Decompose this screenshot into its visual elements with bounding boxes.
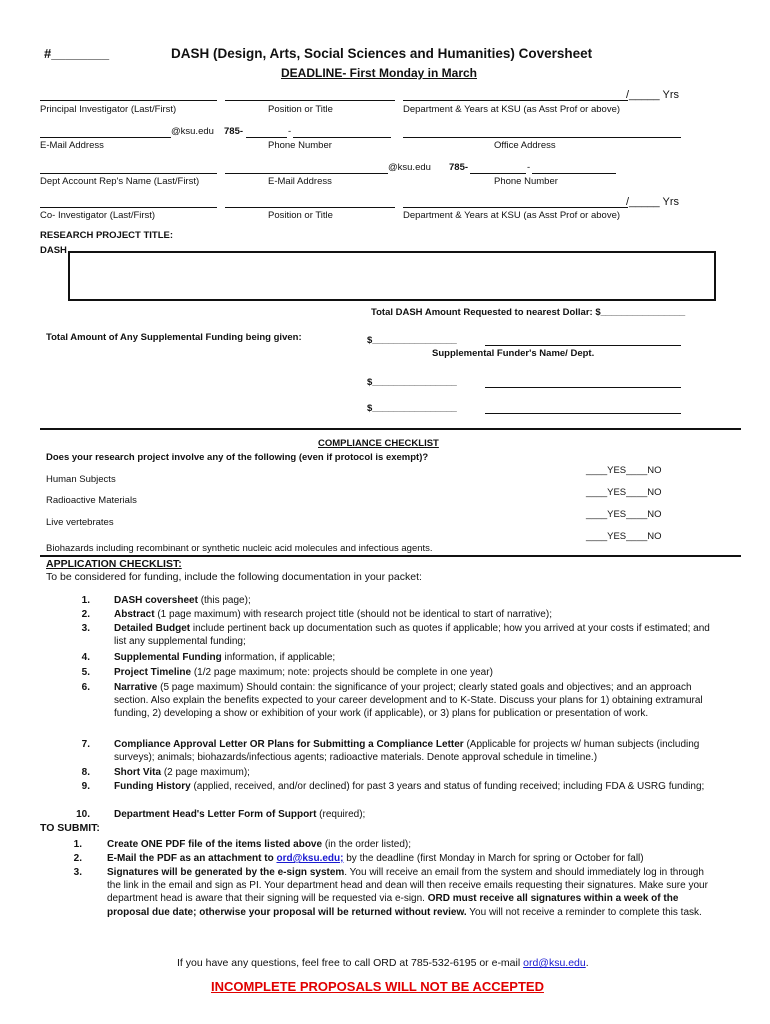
project-title-prefix: DASH bbox=[40, 245, 67, 256]
yes-no-live-vertebrates[interactable]: ____YES____NO bbox=[586, 509, 662, 520]
app-item-5-number: 5. bbox=[81, 667, 90, 678]
footer-email-link[interactable]: ord@ksu.edu bbox=[523, 957, 586, 969]
pi-phone-label: Phone Number bbox=[268, 140, 332, 151]
coi-position-label: Position or Title bbox=[268, 210, 333, 221]
rep-email-label: E-Mail Address bbox=[268, 176, 332, 187]
page-title: DASH (Design, Arts, Social Sciences and Humanities) Coversheet bbox=[171, 46, 593, 61]
app-item-1: DASH coversheet (this page); bbox=[114, 595, 251, 606]
pi-phone-dash: - bbox=[288, 126, 292, 137]
pi-position-line[interactable] bbox=[225, 100, 395, 101]
rep-phone-prefix: 785- bbox=[449, 162, 469, 173]
app-item-8-number: 8. bbox=[81, 767, 90, 778]
rep-name-label: Dept Account Rep's Name (Last/First) bbox=[40, 176, 200, 187]
submit-item-2-number: 2. bbox=[73, 853, 82, 864]
submit-item-3: Signatures will be generated by the e-sign system. You will receive an email from the system and should immediately log in through the link in the email and sign as PI. Your department head and dean will then receive emails requesting their signatures. Make sure your department head is aware that their signing will be requested via e-sign. ORD must receive all signatures within a week of the proposal due date; otherwise your proposal will be returned without review. You will not receive a reminder to complete this task. bbox=[107, 867, 708, 918]
questions-text: If you have any questions, feel free to call ORD at 785-532-6195 or e-mail ord@ksu.edu. bbox=[177, 957, 589, 969]
app-item-1-number: 1. bbox=[81, 595, 90, 606]
pi-email-line[interactable] bbox=[40, 137, 171, 138]
app-item-5: Project Timeline (1/2 page maximum; note: projects should be complete in one year) bbox=[114, 667, 493, 678]
pi-position-label: Position or Title bbox=[268, 104, 333, 115]
rep-email-suffix: @ksu.edu bbox=[388, 162, 431, 173]
coi-dept-line[interactable] bbox=[403, 207, 628, 208]
compliance-item-radioactive: Radioactive Materials bbox=[46, 495, 137, 506]
application-intro: To be considered for funding, include the following documentation in your packet: bbox=[46, 571, 422, 583]
section-divider-application bbox=[40, 555, 741, 557]
pi-years-field[interactable]: /_____ Yrs bbox=[626, 89, 680, 101]
app-item-7: Compliance Approval Letter OR Plans for Submitting a Compliance Letter (Applicable for projects w/ human subjects (including surveys); animals; biohazards/infectious agents; radioactive materials. Denote approval schedule in timeline.) bbox=[114, 739, 700, 764]
rep-phone-number-line[interactable] bbox=[532, 173, 616, 174]
yes-no-human-subjects[interactable]: ____YES____NO bbox=[586, 465, 662, 476]
supplemental-funder-line-2[interactable] bbox=[485, 387, 681, 388]
submit-heading: TO SUBMIT: bbox=[40, 822, 100, 834]
pi-email-suffix: @ksu.edu bbox=[171, 126, 214, 137]
yes-no-biohazards[interactable]: ____YES____NO bbox=[586, 531, 662, 542]
coi-years-field[interactable]: /_____ Yrs bbox=[626, 196, 680, 208]
application-heading: APPLICATION CHECKLIST: bbox=[46, 558, 182, 570]
yes-no-radioactive[interactable]: ____YES____NO bbox=[586, 487, 662, 498]
pi-office-line[interactable] bbox=[403, 137, 681, 138]
app-item-4-number: 4. bbox=[81, 652, 90, 663]
submit-item-1-number: 1. bbox=[73, 839, 82, 850]
pi-phone-exchange-line[interactable] bbox=[246, 137, 287, 138]
pi-dept-label: Department & Years at KSU (as Asst Prof or above) bbox=[403, 104, 621, 115]
compliance-question: Does your research project involve any of the following (even if protocol is exempt)? bbox=[46, 452, 429, 463]
funder-label: Supplemental Funder's Name/ Dept. bbox=[432, 348, 595, 359]
compliance-item-biohazards: Biohazards including recombinant or synthetic nucleic acid molecules and infectious agents. bbox=[46, 543, 433, 554]
rep-phone-label: Phone Number bbox=[494, 176, 558, 187]
supplemental-amount-1[interactable]: $________________ bbox=[367, 335, 457, 346]
compliance-heading: COMPLIANCE CHECKLIST bbox=[318, 438, 439, 449]
app-item-6-number: 6. bbox=[81, 682, 90, 693]
coi-position-line[interactable] bbox=[225, 207, 395, 208]
deadline-text: DEADLINE- First Monday in March bbox=[281, 66, 478, 80]
coi-name-line[interactable] bbox=[40, 207, 217, 208]
pi-office-label: Office Address bbox=[494, 140, 556, 151]
submit-item-3-number: 3. bbox=[73, 867, 82, 878]
app-item-3: Detailed Budget include pertinent back up documentation such as quotes if applicable; how you arrived at your costs if estimated; and list any supplemental funding; bbox=[114, 623, 710, 648]
app-item-10: Department Head's Letter Form of Support (required); bbox=[114, 809, 366, 820]
incomplete-warning: INCOMPLETE PROPOSALS WILL NOT BE ACCEPTED bbox=[211, 979, 544, 994]
compliance-item-live-vertebrates: Live vertebrates bbox=[46, 517, 114, 528]
pi-phone-prefix: 785- bbox=[224, 126, 244, 137]
app-item-9-number: 9. bbox=[81, 781, 90, 792]
ord-email-link[interactable]: ord@ksu.edu; bbox=[276, 853, 344, 864]
app-item-4: Supplemental Funding information, if applicable; bbox=[114, 652, 336, 663]
supplemental-amount-2[interactable]: $________________ bbox=[367, 377, 457, 388]
coi-dept-label: Department & Years at KSU (as Asst Prof or above) bbox=[403, 210, 621, 221]
app-item-2-number: 2. bbox=[81, 609, 90, 620]
submit-item-2: E-Mail the PDF as an attachment to ord@ksu.edu; by the deadline (first Monday in March for spring or October for fall) bbox=[107, 853, 644, 864]
supplemental-label: Total Amount of Any Supplemental Funding being given: bbox=[46, 332, 302, 343]
pi-email-label: E-Mail Address bbox=[40, 140, 104, 151]
app-item-8: Short Vita (2 page maximum); bbox=[114, 767, 250, 778]
project-title-label: RESEARCH PROJECT TITLE: bbox=[40, 230, 174, 241]
rep-phone-exchange-line[interactable] bbox=[470, 173, 526, 174]
app-item-2: Abstract (1 page maximum) with research project title (should not be identical to start of narrative); bbox=[114, 609, 552, 620]
form-number-field[interactable]: #________ bbox=[44, 46, 110, 61]
app-item-6: Narrative (5 page maximum) Should contain: the significance of your project; clearly stated goals and objectives; and an approach section. Also explain the benefits expected to your career development and to K-State. Discuss your plans for 1) obtaining extramural funding, 2) developing a show or exhibition of your work (if applicable), or 3) plans for publication or presentation of work. bbox=[114, 682, 703, 720]
app-item-10-number: 10. bbox=[76, 809, 90, 820]
supplemental-funder-line-3[interactable] bbox=[485, 413, 681, 414]
total-requested-field[interactable]: Total DASH Amount Requested to nearest Dollar: $________________ bbox=[371, 307, 686, 318]
rep-phone-dash: - bbox=[527, 162, 531, 173]
pi-name-line[interactable] bbox=[40, 100, 217, 101]
app-item-7-number: 7. bbox=[81, 739, 90, 750]
section-divider-compliance bbox=[40, 428, 741, 430]
pi-phone-number-line[interactable] bbox=[293, 137, 391, 138]
coi-name-label: Co- Investigator (Last/First) bbox=[40, 210, 156, 221]
pi-dept-line[interactable] bbox=[403, 100, 628, 101]
app-item-9: Funding History (applied, received, and/or declined) for past 3 years and status of funding received; including FDA & USRG funding; bbox=[114, 781, 705, 792]
submit-item-1: Create ONE PDF file of the items listed above (in the order listed); bbox=[107, 839, 411, 850]
app-item-3-number: 3. bbox=[81, 623, 90, 634]
pi-name-label: Principal Investigator (Last/First) bbox=[40, 104, 177, 115]
rep-name-line[interactable] bbox=[40, 173, 217, 174]
project-title-box[interactable] bbox=[68, 251, 716, 301]
rep-email-line[interactable] bbox=[225, 173, 388, 174]
supplemental-funder-line-1[interactable] bbox=[485, 345, 681, 346]
compliance-item-human-subjects: Human Subjects bbox=[46, 474, 116, 485]
supplemental-amount-3[interactable]: $________________ bbox=[367, 403, 457, 414]
